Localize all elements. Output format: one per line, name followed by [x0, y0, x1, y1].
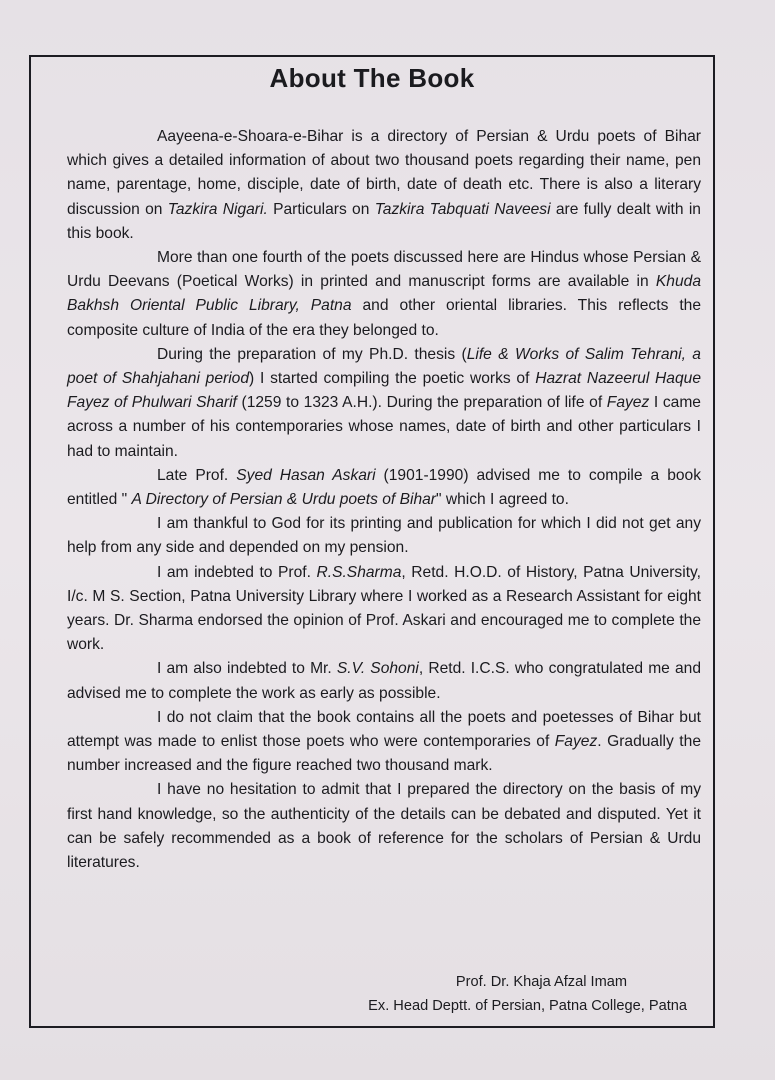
italic-text: Syed Hasan Askari	[236, 466, 376, 484]
text-run: and other oriental libraries. This reflects the composite culture of India of the era they belonged to.	[67, 297, 701, 339]
paragraph	[67, 657, 701, 705]
text-run: I am also indebted to Mr.	[157, 660, 337, 678]
paragraph	[67, 246, 701, 343]
italic-text: Tazkira Tabquati Naveesi	[374, 200, 551, 218]
italic-text: Tazkira Nigari.	[167, 200, 268, 218]
italic-text: Hazrat Nazeerul Haque Fayez of Phulwari Sharif	[67, 370, 701, 412]
text-run: I am indebted to Prof.	[157, 563, 317, 581]
paragraph	[67, 706, 701, 779]
text-run: More than one fourth of the poets discussed here are Hindus whose Persian & Urdu Deevans (Poetical Works) in printed and manuscript forms are available in	[67, 249, 701, 291]
italic-text: A Directory of Persian & Urdu poets of Bihar	[131, 491, 436, 509]
author-designation: Ex. Head Deptt. of Persian, Patna College, Patna	[368, 998, 687, 1014]
text-run: I came across a number of his contemporaries whose names, date of birth and other particulars I had to maintain.	[67, 394, 701, 460]
text-run: I have no hesitation to admit that I prepared the directory on the basis of my first hand knowledge, so the authenticity of the details can be debated and disputed. Yet it can be safely recommended as a book of reference for the scholars of Persian & Urdu literatures.	[67, 781, 701, 872]
paragraph	[67, 512, 701, 560]
text-run: Late Prof.	[157, 466, 237, 484]
text-run: (1901-1990) advised me to compile a book entitled "	[67, 466, 702, 509]
body-text	[67, 125, 701, 875]
italic-text: Fayez	[606, 394, 650, 412]
text-run: Aayeena-e-Shoara-e-Bihar is a directory of Persian & Urdu poets of Bihar which gives a detailed information of about two thousand poets regarding their name, pen name, parentage, home, disciple, date of birth, date of death etc. There is also a literary discussion on	[67, 128, 701, 218]
italic-text: S.V. Sohoni	[336, 660, 419, 678]
text-run: " which I agreed to.	[435, 491, 569, 509]
page-title: About The Book	[269, 63, 475, 93]
italic-text: Khuda Bakhsh Oriental Public Library, Patna	[67, 273, 701, 315]
text-run: Particulars on	[267, 200, 375, 218]
text-run: , Retd. I.C.S. who congratulated me and advised me to complete the work as early as possible.	[67, 660, 701, 702]
paragraph	[67, 778, 701, 875]
italic-text: R.S.Sharma	[316, 563, 402, 581]
content-frame	[29, 55, 715, 1028]
text-run: I am thankful to God for its printing and publication for which I did not get any help from any side and depended on my pension.	[67, 515, 701, 557]
text-run: During the preparation of my Ph.D. thesis (	[157, 345, 467, 363]
paragraph	[67, 464, 701, 512]
text-run: ) I started compiling the poetic works of	[249, 370, 536, 388]
italic-text: Life & Works of Salim Tehrani, a poet of Shahjahani period	[67, 345, 701, 388]
text-run: . Gradually the number increased and the figure reached two thousand mark.	[67, 733, 701, 775]
paragraph	[67, 561, 701, 658]
text-run: , Retd. H.O.D. of History, Patna University, I/c. M S. Section, Patna University Library where I worked as a Research Assistant for eight years. Dr. Sharma endorsed the opinion of Prof. Askari and encouraged me to complete the work.	[67, 563, 701, 654]
paragraph	[67, 125, 701, 246]
author-name: Prof. Dr. Khaja Afzal Imam	[455, 974, 627, 990]
italic-text: Fayez	[554, 733, 598, 751]
text-run: I do not claim that the book contains all the poets and poetesses of Bihar but attempt was made to enlist those poets who were contemporaries of	[67, 708, 701, 751]
text-run: are fully dealt with in this book.	[67, 200, 701, 242]
paragraph	[67, 343, 701, 464]
text-run: (1259 to 1323 A.H.). During the preparation of life of	[236, 394, 607, 412]
